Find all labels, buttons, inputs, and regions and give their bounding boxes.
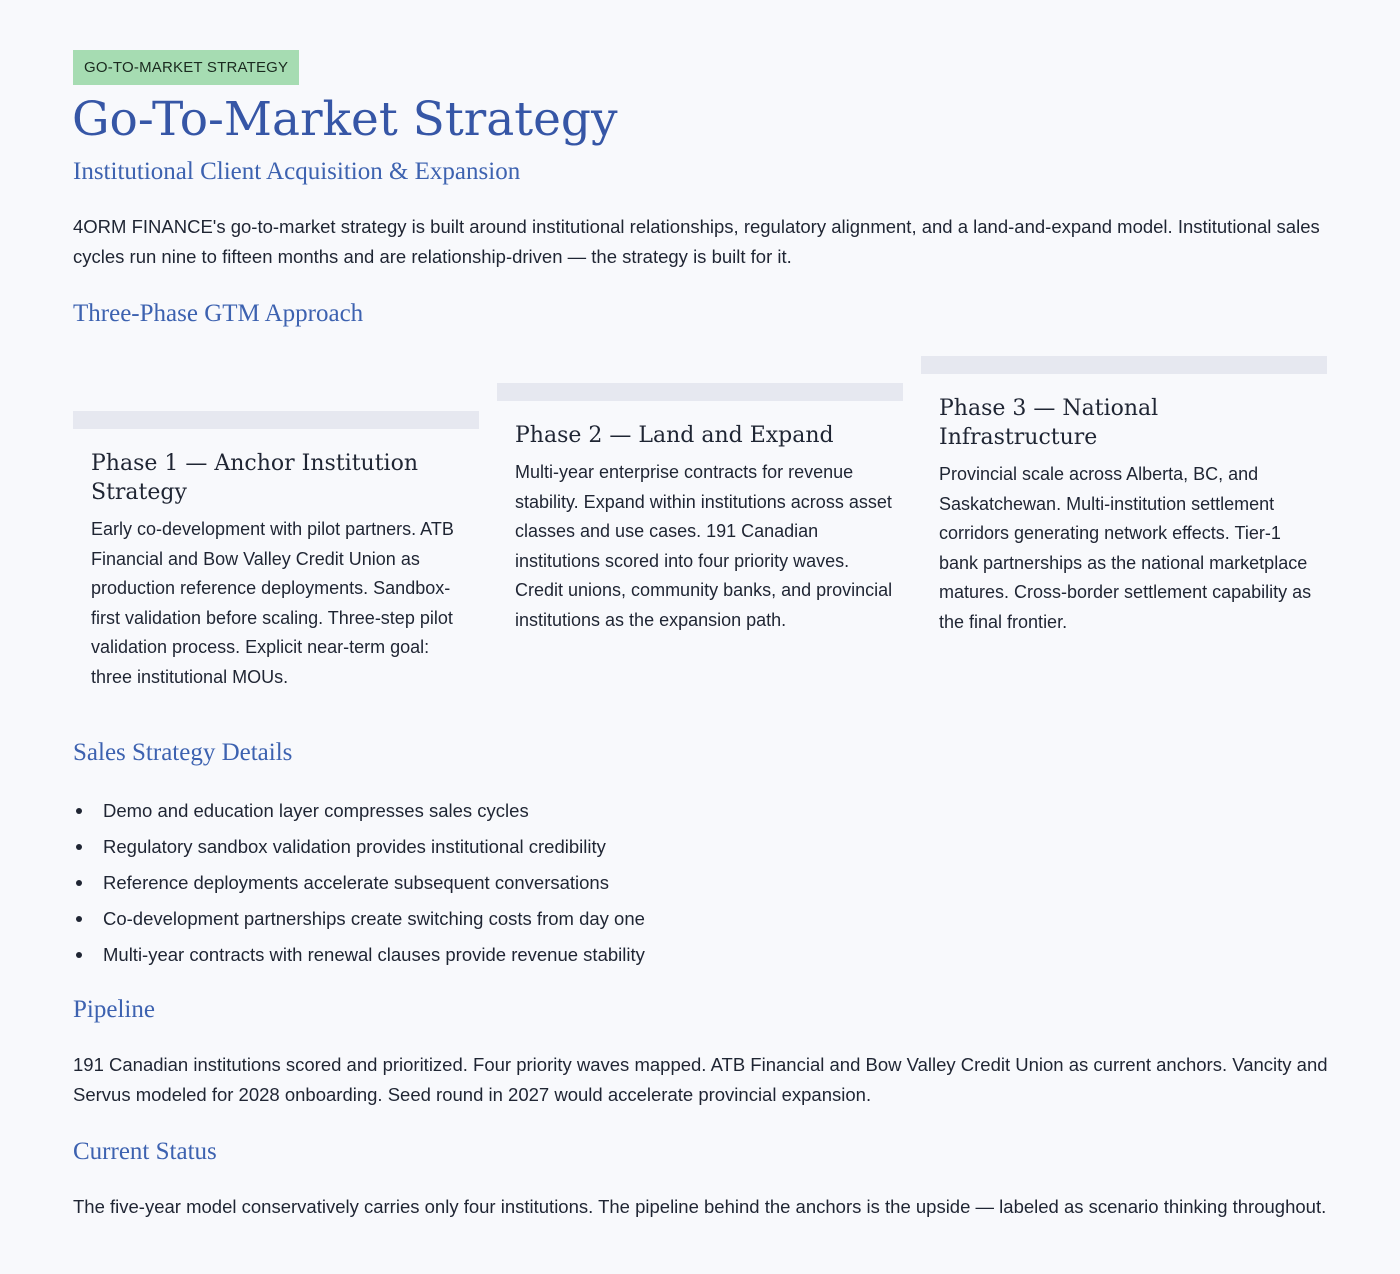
list-item: Demo and education layer compresses sales cycles — [73, 793, 645, 829]
phase-title: Phase 1 — Anchor Institution Strategy — [91, 451, 419, 505]
page-title: Go-To-Market Strategy — [72, 92, 618, 147]
status-heading: Current Status — [73, 1138, 217, 1165]
section-tag: GO-TO-MARKET STRATEGY — [73, 50, 299, 85]
phase-card-2 — [497, 383, 903, 635]
sales-bullet-list — [73, 793, 645, 973]
phase-bar — [921, 356, 1327, 374]
list-item: Reference deployments accelerate subsequent conversations — [73, 865, 645, 901]
pipeline-paragraph: 191 Canadian institutions scored and prioritized. Four priority waves mapped. ATB Financial and Bow Valley Credit Union as current anchors. Vancity and Servus modeled for 2028 onboarding. Seed round in 2027 would accelerate provincial expansion. — [73, 1054, 1328, 1105]
phase-bar — [497, 383, 903, 401]
phase-title: Phase 3 — National Infrastructure — [939, 396, 1159, 450]
phase-bar — [73, 411, 479, 429]
phase-description: Provincial scale across Alberta, BC, and Saskatchewan. Multi-institution settlement corridors generating network effects. Tier-1 bank partnerships as the national marketplace matures. Cross-border settlement capability as the final frontier. — [939, 464, 1312, 632]
approach-heading: Three-Phase GTM Approach — [73, 300, 364, 327]
list-item: Multi-year contracts with renewal clauses provide revenue stability — [73, 937, 645, 973]
intro-paragraph: 4ORM FINANCE's go-to-market strategy is built around institutional relationships, regulatory alignment, and a land-and-expand model. Institutional sales cycles run nine to fifteen months and are relationship-driven — the strategy is built for it. — [73, 216, 1320, 267]
list-item: Regulatory sandbox validation provides institutional credibility — [73, 829, 645, 865]
phase-title: Phase 2 — Land and Expand — [515, 423, 834, 448]
phase-description: Multi-year enterprise contracts for revenue stability. Expand within institutions across asset classes and use cases. 191 Canadian institutions scored into four priority waves. Credit unions, community banks, and provincial institutions as the expansion path. — [515, 462, 893, 630]
phase-card-3 — [921, 356, 1327, 637]
phase-card-1 — [73, 411, 479, 692]
page-subtitle: Institutional Client Acquisition & Expansion — [73, 158, 521, 185]
pipeline-heading: Pipeline — [73, 996, 155, 1023]
sales-heading: Sales Strategy Details — [73, 739, 293, 766]
phase-description: Early co-development with pilot partners. ATB Financial and Bow Valley Credit Union as production reference deployments. Sandbox-first validation before scaling. Three-step pilot validation process. Explicit near-term goal: three institutional MOUs. — [91, 519, 454, 687]
list-item: Co-development partnerships create switching costs from day one — [73, 901, 645, 937]
status-paragraph: The five-year model conservatively carries only four institutions. The pipeline behind the anchors is the upside — labeled as scenario thinking throughout. — [73, 1196, 1327, 1217]
